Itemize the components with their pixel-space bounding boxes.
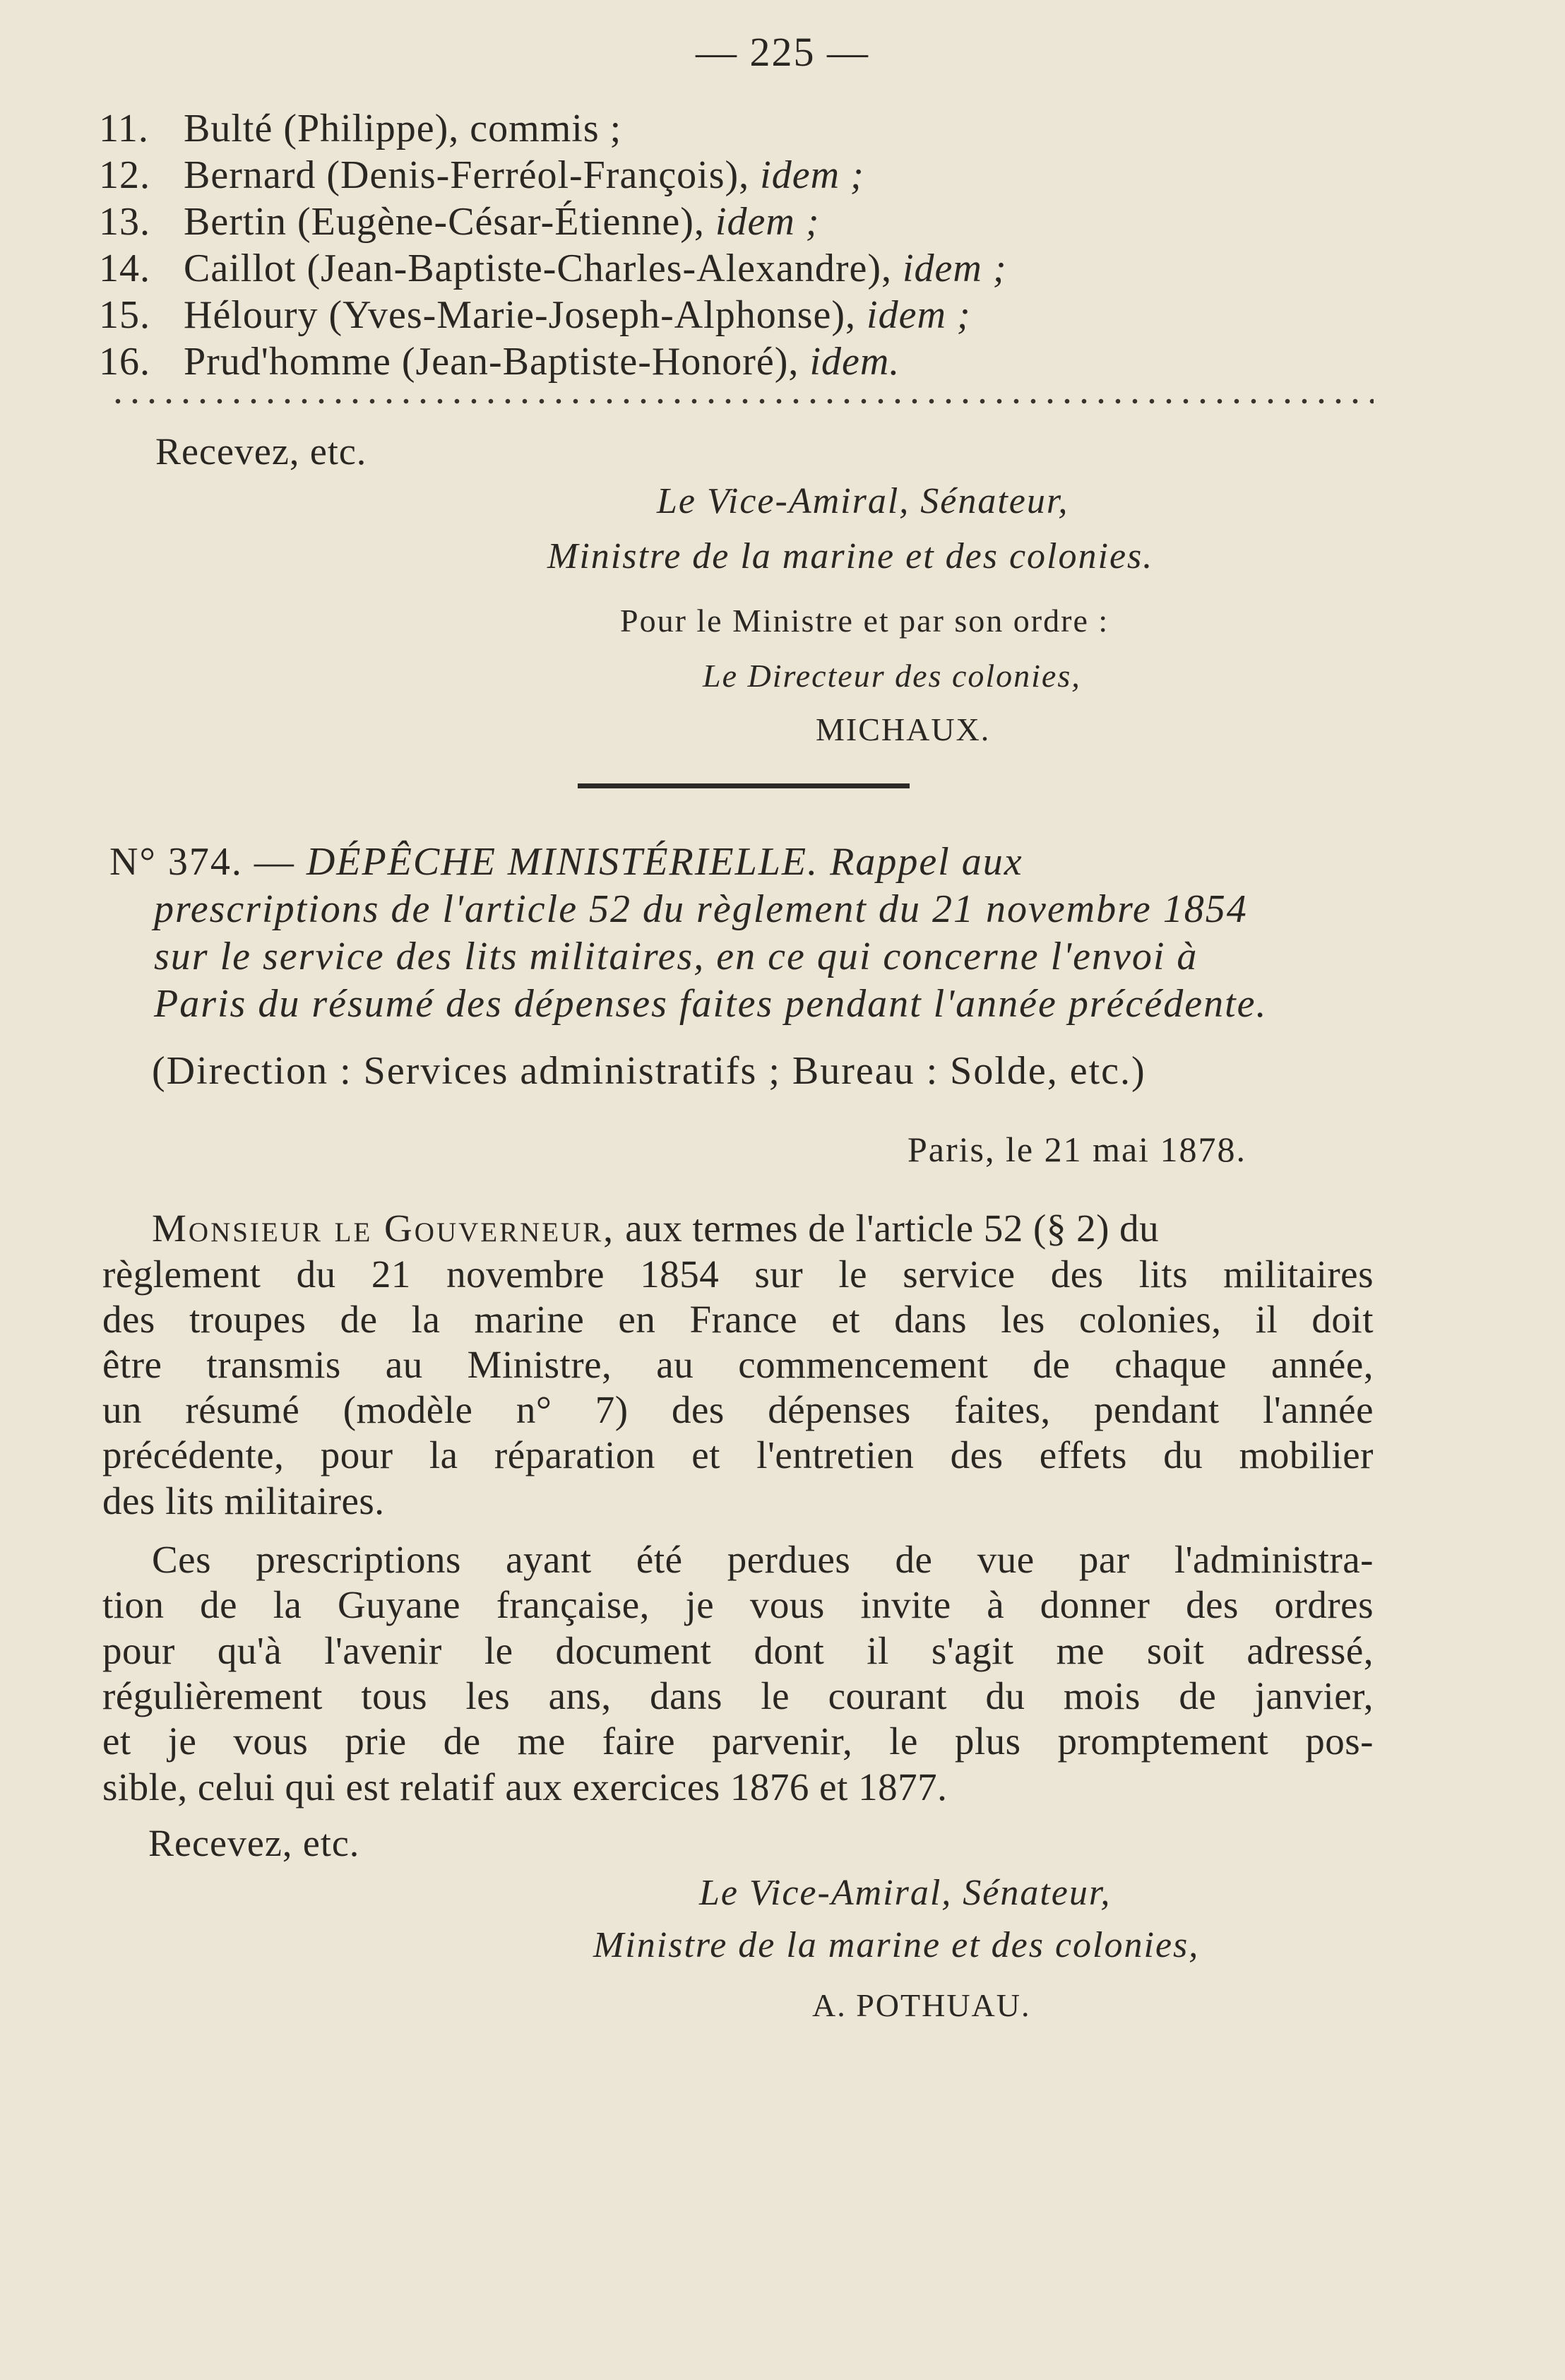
- list-item-note: idem ;: [903, 247, 1007, 290]
- closing-formula: Recevez, etc.: [155, 430, 367, 473]
- page-number: — 225 —: [696, 29, 869, 75]
- body-line: [152, 1206, 1159, 1250]
- section-divider: [578, 783, 910, 788]
- list-item-number: 16.: [99, 340, 150, 384]
- list-item: [99, 153, 864, 198]
- dispatch-title: DÉPÊCHE MINISTÉRIELLE. Rappel aux: [306, 840, 1023, 884]
- body-line: être transmis au Ministre, au commencement de chaque année,: [102, 1343, 1374, 1386]
- dispatch-subject-line: sur le service des lits militaires, en ce qui concerne l'envoi à: [154, 935, 1198, 978]
- dotted-separator: [109, 396, 1374, 405]
- signature-director: Le Directeur des colonies,: [703, 658, 1081, 694]
- dispatch-number: N° 374. —: [109, 840, 307, 884]
- list-item-text: Caillot (Jean-Baptiste-Charles-Alexandre),: [184, 247, 903, 290]
- dispatch-subject-line: prescriptions de l'article 52 du règlement du 21 novembre 1854: [154, 887, 1248, 931]
- body-line: des lits militaires.: [102, 1479, 385, 1522]
- list-item-note: idem ;: [867, 293, 971, 337]
- list-item-text: Bulté (Philippe), commis ;: [184, 107, 622, 150]
- signature-title: Le Vice-Amiral, Sénateur,: [657, 481, 1069, 521]
- list-item-note: idem.: [809, 340, 900, 384]
- signature-ministry: Ministre de la marine et des colonies.: [547, 536, 1154, 576]
- closing-formula: Recevez, etc.: [148, 1822, 360, 1864]
- salutation: Monsieur le Gouverneur,: [152, 1207, 616, 1250]
- body-line: sible, celui qui est relatif aux exercices 1876 et 1877.: [102, 1765, 948, 1808]
- list-item-number: 15.: [99, 293, 150, 337]
- signature-name: A. POTHUAU.: [812, 1987, 1031, 2023]
- signature-name: MICHAUX.: [816, 711, 991, 747]
- signature-title: Le Vice-Amiral, Sénateur,: [699, 1873, 1112, 1913]
- list-item-number: 13.: [99, 200, 150, 244]
- list-item: [99, 339, 900, 384]
- dispatch-direction: (Direction : Services administratifs ; Bureau : Solde, etc.): [152, 1049, 1146, 1093]
- list-item-note: idem ;: [760, 153, 864, 197]
- signature-ministry: Ministre de la marine et des colonies,: [593, 1925, 1200, 1965]
- body-line: des troupes de la marine en France et dans les colonies, il doit: [102, 1298, 1374, 1341]
- list-item-number: 14.: [99, 247, 150, 290]
- list-item-text: Héloury (Yves-Marie-Joseph-Alphonse),: [184, 293, 867, 337]
- list-item-text: Bertin (Eugène-César-Étienne),: [184, 200, 715, 244]
- list-item-text: Bernard (Denis-Ferréol-François),: [184, 153, 761, 197]
- dispatch-heading: [109, 839, 1023, 884]
- body-line: régulièrement tous les ans, dans le courant du mois de janvier,: [102, 1674, 1374, 1717]
- list-item: [99, 292, 971, 338]
- list-item: [99, 246, 1007, 291]
- body-line: tion de la Guyane française, je vous invite à donner des ordres: [102, 1583, 1374, 1626]
- signature-delegation: Pour le Ministre et par son ordre :: [620, 603, 1109, 639]
- body-line: et je vous prie de me faire parvenir, le plus promptement pos-: [102, 1719, 1374, 1763]
- body-line: règlement du 21 novembre 1854 sur le service des lits militaires: [102, 1253, 1374, 1296]
- list-item-number: 12.: [99, 153, 150, 197]
- list-item: [99, 199, 819, 244]
- body-line: pour qu'à l'avenir le document dont il s'agit me soit adressé,: [102, 1629, 1374, 1672]
- body-line: un résumé (modèle n° 7) des dépenses faites, pendant l'année: [102, 1388, 1374, 1431]
- body-line: Ces prescriptions ayant été perdues de vue par l'administra-: [152, 1538, 1374, 1581]
- list-item-note: idem ;: [715, 200, 820, 244]
- dispatch-subject-line: Paris du résumé des dépenses faites pendant l'année précédente.: [154, 982, 1268, 1026]
- body-line: précédente, pour la réparation et l'entretien des effets du mobilier: [102, 1433, 1374, 1476]
- body-text: aux termes de l'article 52 (§ 2) du: [615, 1207, 1160, 1250]
- list-item-number: 11.: [99, 107, 149, 150]
- dispatch-date: Paris, le 21 mai 1878.: [908, 1130, 1247, 1169]
- list-item-text: Prud'homme (Jean-Baptiste-Honoré),: [184, 340, 810, 384]
- list-item: [99, 106, 621, 151]
